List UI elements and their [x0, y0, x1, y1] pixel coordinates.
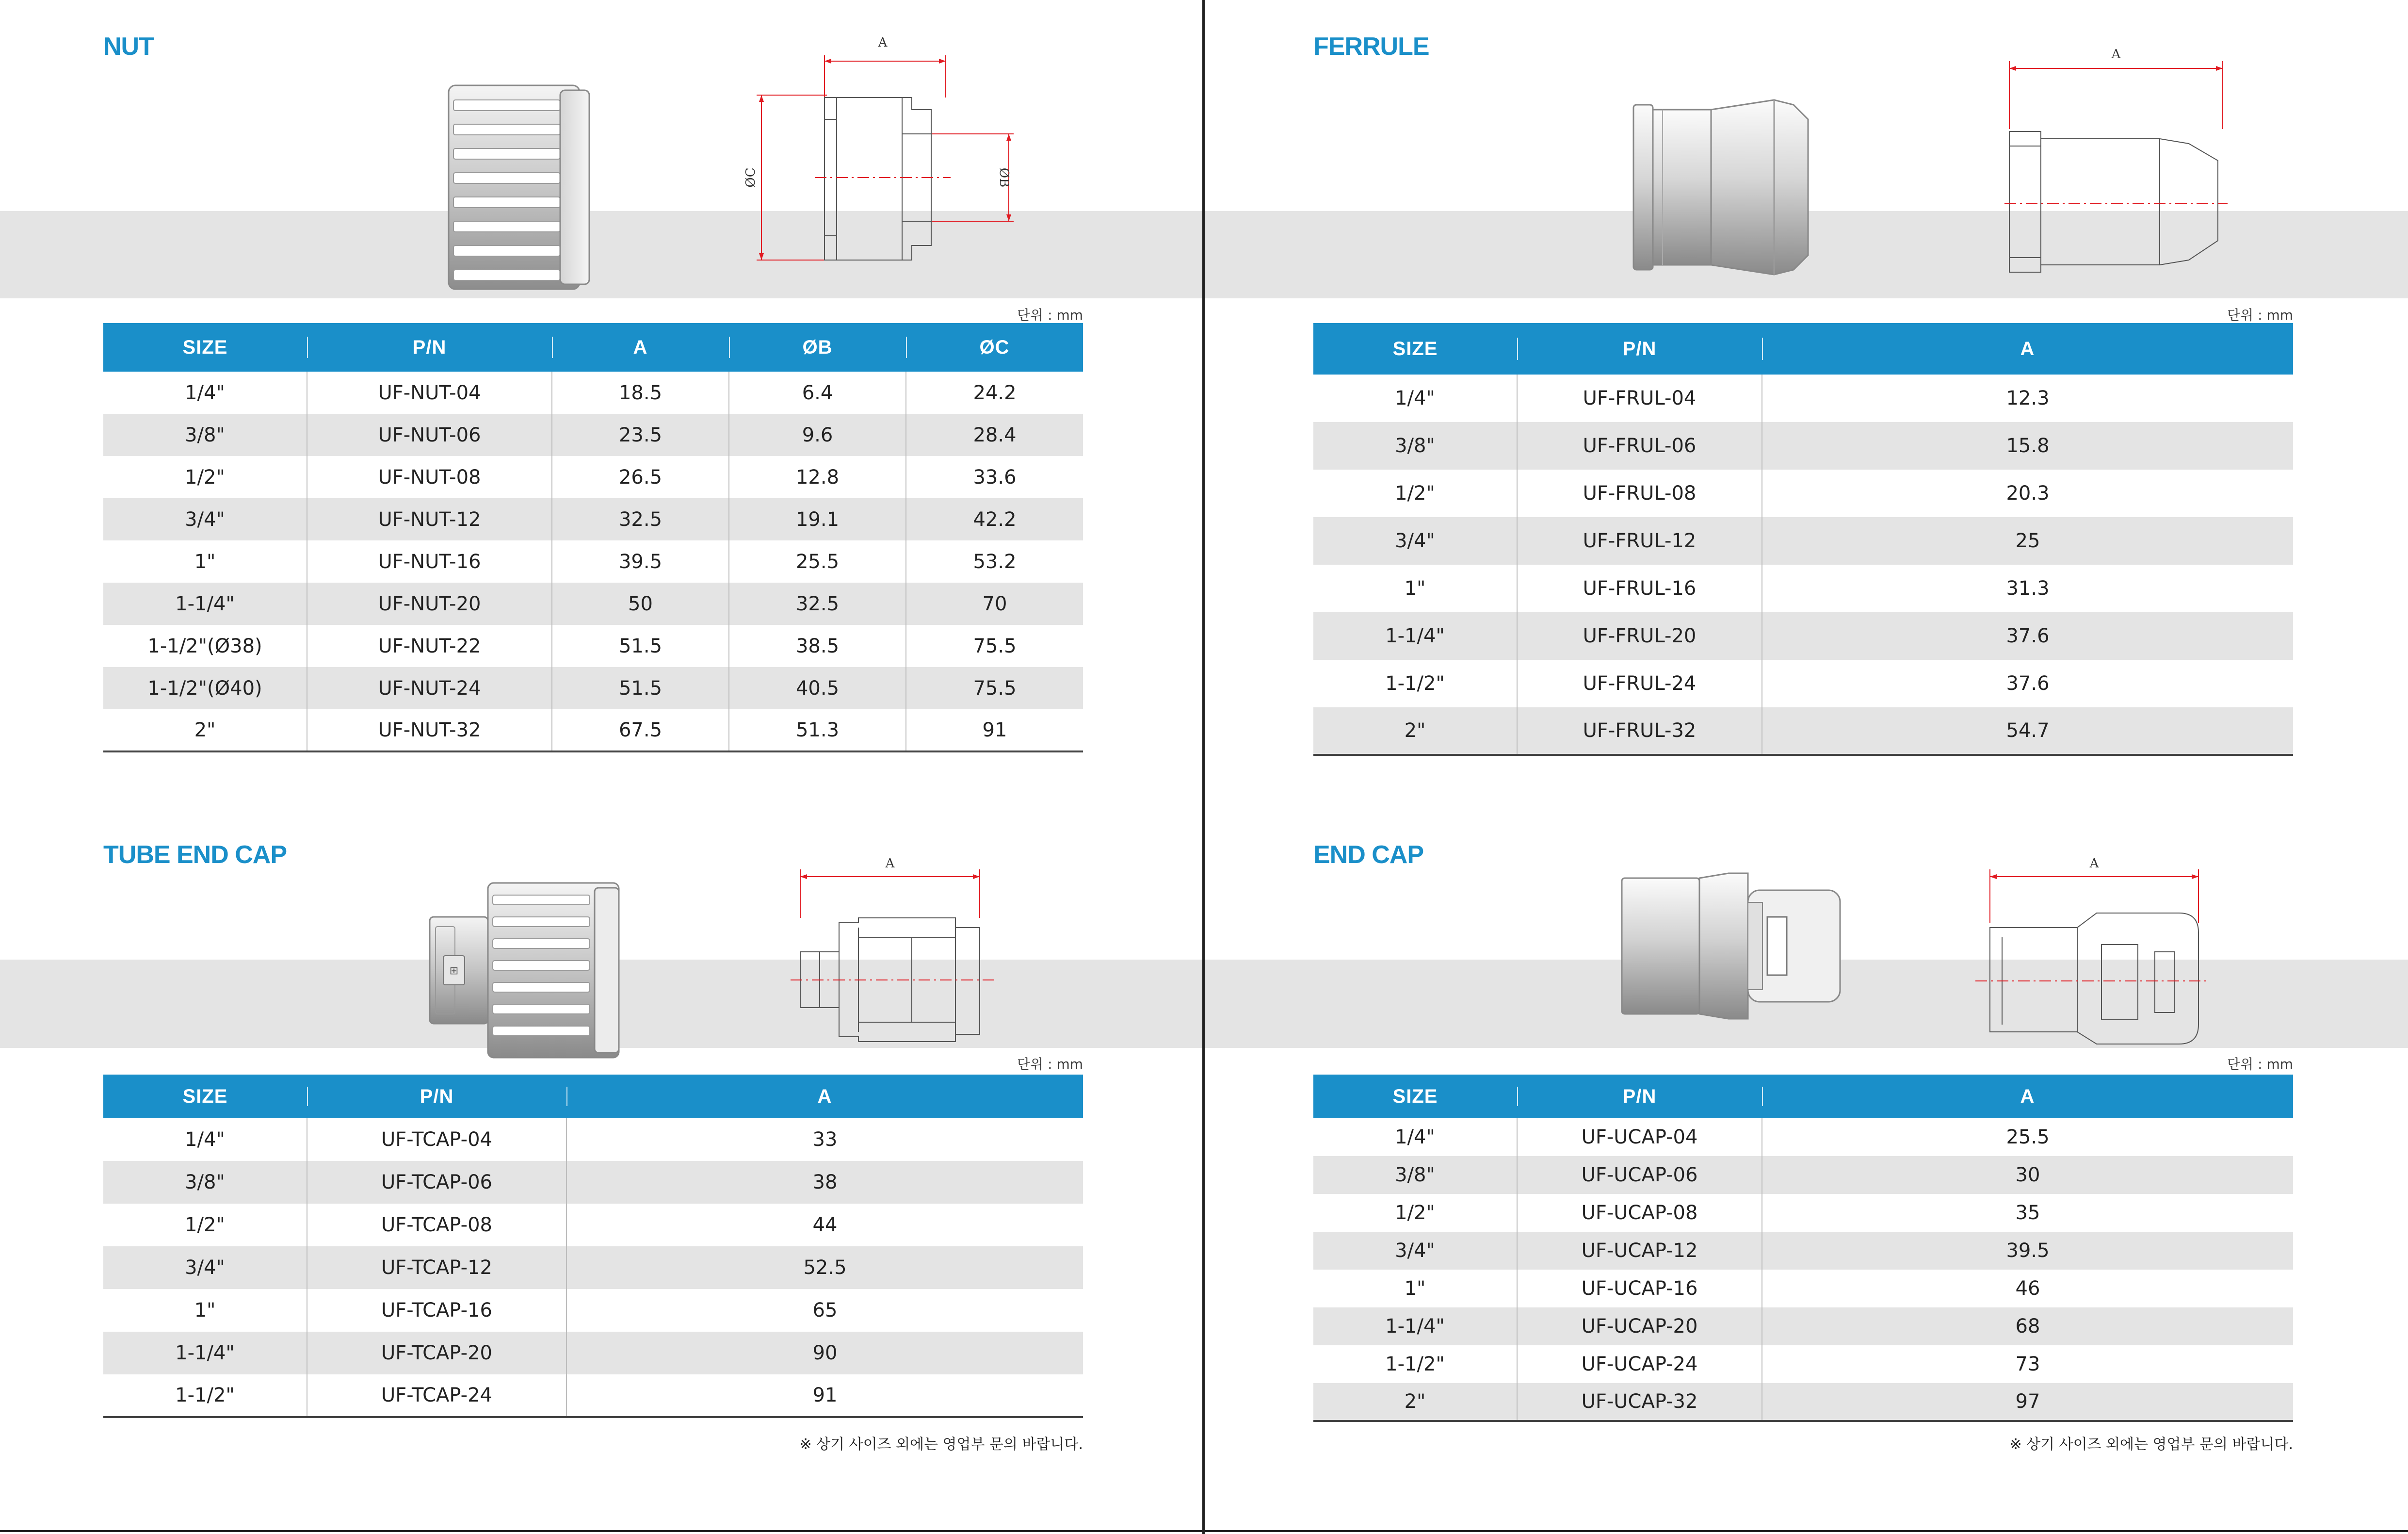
cell-pn: UF-UCAP-08 — [1517, 1194, 1762, 1232]
cell-a: 23.5 — [552, 414, 729, 456]
table-header-row — [103, 1075, 1083, 1118]
cell-size: 1" — [194, 1299, 216, 1322]
cell-a: 12.3 — [1762, 375, 2293, 422]
table-row — [1313, 422, 2293, 470]
table-row — [103, 1332, 1083, 1374]
cell-a: 31.3 — [1762, 565, 2293, 612]
ferrule-product-image — [1633, 100, 1837, 275]
table-row — [103, 1204, 1083, 1246]
cell-a: 90 — [566, 1332, 1083, 1374]
table-row — [1313, 707, 2293, 755]
table-row — [103, 1118, 1083, 1161]
cell-size: 2" — [103, 709, 307, 751]
tube-end-cap-dimension-drawing — [786, 856, 999, 1063]
cell-pn: UF-UCAP-12 — [1517, 1232, 1762, 1270]
cell-pn: UF-NUT-08 — [307, 456, 552, 498]
cell-size: 1/2" — [1395, 482, 1435, 505]
col-header-b: ØB — [729, 323, 906, 372]
table-row — [103, 625, 1083, 667]
col-header-size: SIZE — [1313, 1075, 1517, 1118]
cell-a: 39.5 — [552, 540, 729, 583]
tube-end-cap-dim-a-label: A — [885, 856, 895, 871]
cell-pn: UF-TCAP-24 — [307, 1374, 566, 1417]
unit-label: 단위 : mm — [1017, 307, 1083, 323]
cell-a: 73 — [1762, 1345, 2293, 1383]
cell-pn: UF-NUT-12 — [307, 498, 552, 540]
cell-size: 3/4" — [103, 498, 307, 540]
table-row — [103, 1246, 1083, 1289]
col-header-size: SIZE — [103, 1075, 307, 1118]
cell-c: 53.2 — [906, 540, 1083, 583]
cell-a: 38 — [566, 1161, 1083, 1204]
ferrule-spec-table — [1313, 323, 2293, 756]
col-header-a: A — [566, 1075, 1083, 1118]
end-cap-dim-a-label: A — [2089, 856, 2099, 871]
nut-section — [103, 32, 1083, 760]
cell-size: 3/8" — [1313, 1156, 1517, 1194]
end-cap-section — [1313, 840, 2293, 1471]
nut-dimension-drawing — [743, 32, 1018, 304]
cell-a: 68 — [1762, 1307, 2293, 1345]
cell-pn: UF-TCAP-04 — [307, 1118, 566, 1161]
section-title-tube-end-cap: TUBE END CAP — [103, 841, 287, 869]
table-row — [1313, 470, 2293, 517]
cell-pn: UF-NUT-32 — [307, 709, 552, 751]
table-row — [1313, 612, 2293, 660]
cell-size: 3/4" — [1313, 517, 1517, 565]
cell-size: 1-1/4" — [103, 1332, 307, 1374]
col-header-size: SIZE — [103, 323, 307, 372]
cell-pn: UF-FRUL-16 — [1517, 565, 1762, 612]
cell-pn: UF-NUT-16 — [307, 540, 552, 583]
cell-c: 75.5 — [906, 667, 1083, 709]
cell-a: 39.5 — [1762, 1232, 2293, 1270]
table-row — [103, 372, 1083, 414]
cell-size: 1-1/4" — [1313, 612, 1517, 660]
cell-size: 1/4" — [185, 1128, 225, 1151]
ferrule-section — [1313, 32, 2293, 760]
nut-spec-table — [103, 323, 1083, 752]
table-row — [1313, 1345, 2293, 1383]
cell-size: 3/8" — [103, 1161, 307, 1204]
cell-a: 33 — [566, 1118, 1083, 1161]
cell-pn: UF-NUT-04 — [307, 372, 552, 414]
col-header-pn: P/N — [307, 323, 552, 372]
col-header-pn: P/N — [1517, 323, 1762, 375]
cell-size: 1/4" — [1395, 387, 1435, 409]
cell-pn: UF-FRUL-24 — [1517, 660, 1762, 707]
cell-size: 1-1/4" — [103, 583, 307, 625]
cell-pn: UF-FRUL-12 — [1517, 517, 1762, 565]
table-row — [103, 1374, 1083, 1417]
cell-b: 12.8 — [729, 456, 906, 498]
table-header-row — [1313, 323, 2293, 375]
page-bottom-rule — [0, 1530, 2408, 1532]
table-header-row — [1313, 1075, 2293, 1118]
cell-b: 32.5 — [729, 583, 906, 625]
col-header-size: SIZE — [1313, 323, 1517, 375]
cell-a: 54.7 — [1762, 707, 2293, 755]
col-header-c: ØC — [906, 323, 1083, 372]
table-row — [103, 583, 1083, 625]
cell-a: 51.5 — [552, 625, 729, 667]
cell-a: 97 — [1762, 1383, 2293, 1421]
cell-c: 42.2 — [906, 498, 1083, 540]
cell-a: 25.5 — [1762, 1118, 2293, 1156]
tube-end-cap-section — [103, 840, 1083, 1471]
cell-a: 18.5 — [552, 372, 729, 414]
cell-size: 1/2" — [185, 466, 225, 489]
cell-size: 3/4" — [103, 1246, 307, 1289]
cell-pn: UF-TCAP-20 — [307, 1332, 566, 1374]
cell-pn: UF-FRUL-04 — [1517, 375, 1762, 422]
cell-a: 65 — [566, 1289, 1083, 1332]
cell-size: 1-1/2"(Ø38) — [147, 635, 262, 657]
table-row — [1313, 1156, 2293, 1194]
cell-size: 1/2" — [185, 1214, 225, 1236]
cell-c: 70 — [906, 583, 1083, 625]
cell-size: 1" — [1404, 577, 1426, 600]
cell-size: 1-1/2"(Ø40) — [103, 667, 307, 709]
col-header-a: A — [1762, 323, 2293, 375]
cell-a: 46 — [1762, 1270, 2293, 1307]
cell-pn: UF-TCAP-06 — [307, 1161, 566, 1204]
cell-a: 35 — [1762, 1194, 2293, 1232]
tube-end-cap-spec-table — [103, 1075, 1083, 1418]
section-title-ferrule: FERRULE — [1313, 33, 1429, 61]
cell-pn: UF-NUT-24 — [307, 667, 552, 709]
cell-size: 3/8" — [1313, 422, 1517, 470]
section-title-end-cap: END CAP — [1313, 841, 1424, 869]
table-row — [1313, 1270, 2293, 1307]
cell-size: 1" — [194, 550, 216, 573]
table-row — [103, 709, 1083, 751]
cell-pn: UF-NUT-20 — [307, 583, 552, 625]
cell-a: 30 — [1762, 1156, 2293, 1194]
table-row — [1313, 565, 2293, 612]
table-row — [1313, 375, 2293, 422]
cell-size: 3/8" — [103, 414, 307, 456]
section-title-nut: NUT — [103, 33, 154, 61]
cell-pn: UF-UCAP-20 — [1517, 1307, 1762, 1345]
end-cap-spec-table — [1313, 1075, 2293, 1422]
table-row — [103, 540, 1083, 583]
table-row — [1313, 660, 2293, 707]
cell-a: 20.3 — [1762, 470, 2293, 517]
cell-size: 1/2" — [1395, 1202, 1435, 1224]
cell-size: 2" — [1313, 1383, 1517, 1421]
col-header-pn: P/N — [1517, 1075, 1762, 1118]
unit-label: 단위 : mm — [1017, 1056, 1083, 1072]
col-header-pn: P/N — [307, 1075, 566, 1118]
cell-size: 1-1/4" — [1313, 1307, 1517, 1345]
cell-a: 15.8 — [1762, 422, 2293, 470]
cell-pn: UF-NUT-22 — [307, 625, 552, 667]
cell-b: 51.3 — [729, 709, 906, 751]
table-row — [103, 1161, 1083, 1204]
svg-text:⊞: ⊞ — [449, 965, 459, 977]
table-row — [103, 667, 1083, 709]
cell-a: 44 — [566, 1204, 1083, 1246]
inquiry-note: ※ 상기 사이즈 외에는 영업부 문의 바랍니다. — [2009, 1436, 2293, 1453]
cell-size: 1-1/2" — [1385, 1353, 1445, 1375]
table-row — [1313, 1232, 2293, 1270]
cell-size: 1-1/2" — [103, 1374, 307, 1417]
cell-pn: UF-UCAP-16 — [1517, 1270, 1762, 1307]
cell-b: 6.4 — [729, 372, 906, 414]
cell-c: 28.4 — [906, 414, 1083, 456]
table-row — [1313, 1383, 2293, 1421]
table-header-row — [103, 323, 1083, 372]
table-row — [103, 414, 1083, 456]
cell-b: 19.1 — [729, 498, 906, 540]
cell-pn: UF-NUT-06 — [307, 414, 552, 456]
cell-a: 25 — [1762, 517, 2293, 565]
cell-c: 75.5 — [906, 625, 1083, 667]
cell-pn: UF-UCAP-32 — [1517, 1383, 1762, 1421]
cell-b: 25.5 — [729, 540, 906, 583]
cell-c: 91 — [906, 709, 1083, 751]
cell-pn: UF-TCAP-12 — [307, 1246, 566, 1289]
page-divider — [1202, 0, 1205, 1534]
cell-pn: UF-UCAP-24 — [1517, 1345, 1762, 1383]
cell-a: 32.5 — [552, 498, 729, 540]
cell-c: 33.6 — [906, 456, 1083, 498]
cell-pn: UF-FRUL-06 — [1517, 422, 1762, 470]
unit-label: 단위 : mm — [2227, 307, 2293, 323]
nut-dim-c-label: ØC — [743, 167, 758, 188]
cell-size: 3/4" — [1313, 1232, 1517, 1270]
tube-end-cap-product-image — [430, 883, 624, 1058]
table-row — [1313, 1118, 2293, 1156]
cell-pn: UF-UCAP-04 — [1517, 1118, 1762, 1156]
cell-a: 52.5 — [566, 1246, 1083, 1289]
cell-pn: UF-TCAP-08 — [307, 1204, 566, 1246]
cell-pn: UF-UCAP-06 — [1517, 1156, 1762, 1194]
cell-size: 2" — [1313, 707, 1517, 755]
table-row — [1313, 1307, 2293, 1345]
unit-label: 단위 : mm — [2227, 1056, 2293, 1072]
cell-a: 37.6 — [1762, 612, 2293, 660]
cell-a: 67.5 — [552, 709, 729, 751]
cell-size: 1" — [1404, 1277, 1426, 1300]
ferrule-dimension-drawing — [2004, 42, 2228, 304]
cell-pn: UF-FRUL-08 — [1517, 470, 1762, 517]
ferrule-dim-a-label: A — [2111, 47, 2121, 62]
col-header-a: A — [552, 323, 729, 372]
inquiry-note: ※ 상기 사이즈 외에는 영업부 문의 바랍니다. — [799, 1436, 1083, 1453]
cell-a: 91 — [566, 1374, 1083, 1417]
nut-product-image — [449, 81, 594, 294]
cell-b: 38.5 — [729, 625, 906, 667]
cell-pn: UF-TCAP-16 — [307, 1289, 566, 1332]
cell-b: 40.5 — [729, 667, 906, 709]
cell-c: 24.2 — [906, 372, 1083, 414]
col-header-a: A — [1762, 1075, 2293, 1118]
cell-a: 26.5 — [552, 456, 729, 498]
end-cap-product-image — [1622, 873, 1845, 1019]
table-row — [103, 456, 1083, 498]
table-row — [103, 1289, 1083, 1332]
nut-dim-a-label: A — [878, 35, 888, 50]
cell-pn: UF-FRUL-32 — [1517, 707, 1762, 755]
table-row — [1313, 1194, 2293, 1232]
table-row — [103, 498, 1083, 540]
table-row — [1313, 517, 2293, 565]
cell-size: 1-1/2" — [1385, 672, 1445, 695]
nut-dim-b-label: ØB — [997, 167, 1011, 188]
cell-a: 51.5 — [552, 667, 729, 709]
cell-size: 1/4" — [1395, 1126, 1435, 1148]
cell-b: 9.6 — [729, 414, 906, 456]
cell-a: 37.6 — [1762, 660, 2293, 707]
cell-pn: UF-FRUL-20 — [1517, 612, 1762, 660]
cell-size: 1/4" — [185, 381, 225, 404]
cell-a: 50 — [552, 583, 729, 625]
end-cap-dimension-drawing — [1975, 856, 2208, 1063]
